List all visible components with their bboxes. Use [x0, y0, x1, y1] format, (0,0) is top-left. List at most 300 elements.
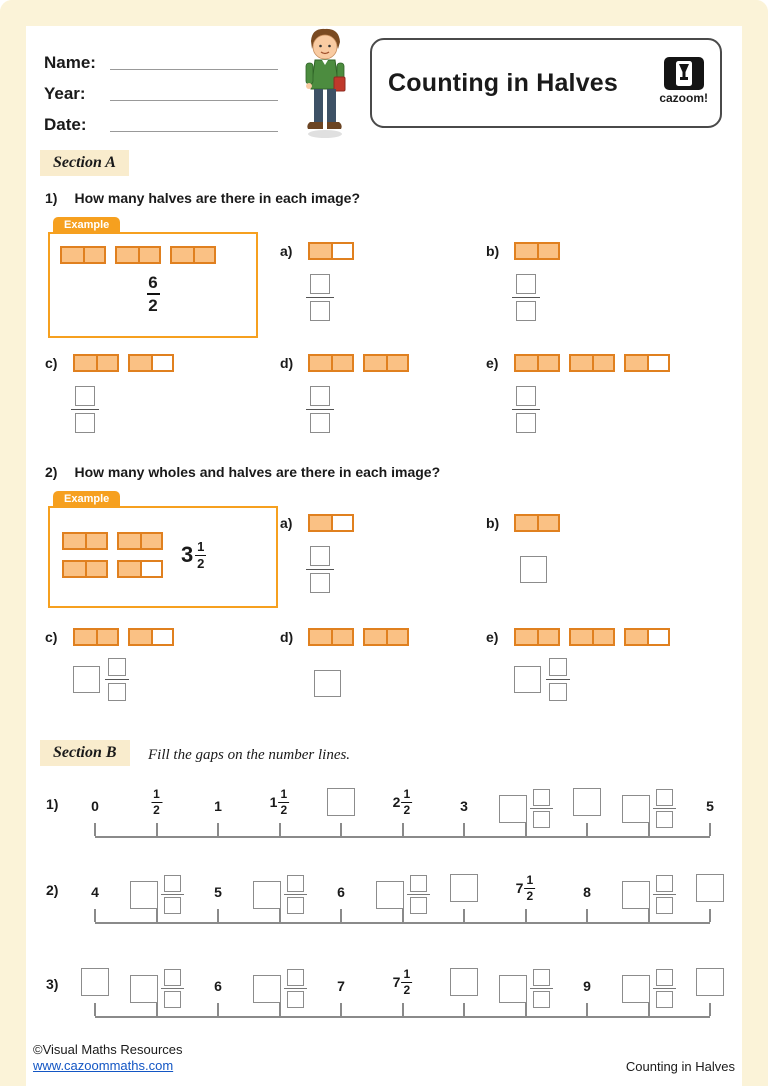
- whole-number: 2: [392, 794, 401, 810]
- empty-half-cell: [140, 562, 161, 576]
- half-bar: [62, 532, 108, 550]
- number-label: 9: [583, 978, 591, 994]
- fraction-line: [284, 988, 307, 989]
- tick-mark: [217, 909, 219, 922]
- section-a-label: Section A: [53, 154, 116, 171]
- answer-area: [71, 386, 99, 433]
- bars-group: [60, 246, 256, 264]
- item-bars-row: [486, 628, 670, 646]
- teacher-illustration: [292, 26, 358, 140]
- cazoom-logo: [659, 57, 708, 105]
- q1-item-d: [280, 354, 409, 433]
- date-input-line[interactable]: [110, 108, 278, 132]
- footer-worksheet-title: Counting in Halves: [625, 1059, 735, 1074]
- half-bar: [115, 246, 161, 264]
- blank-answer-box[interactable]: [450, 874, 478, 902]
- answer-area: [512, 274, 540, 321]
- q1-example-box: [48, 219, 258, 338]
- blank-whole-box[interactable]: [253, 881, 281, 909]
- filled-half-cell: [365, 356, 386, 370]
- tick-label: [583, 884, 591, 902]
- fraction-line: [512, 409, 540, 410]
- blank-numerator-box[interactable]: [533, 789, 550, 806]
- blank-whole-box[interactable]: [130, 975, 158, 1003]
- numerator-box[interactable]: [549, 658, 567, 676]
- filled-half-cell: [117, 248, 138, 262]
- fraction-line: [71, 409, 99, 410]
- question-2-number: 2): [45, 464, 58, 480]
- tick-mark: [94, 823, 96, 836]
- item-label: e): [486, 355, 499, 371]
- half-bar: [514, 242, 560, 260]
- section-b-instruction: Fill the gaps on the number lines.: [148, 747, 351, 763]
- denominator-box[interactable]: [516, 413, 536, 433]
- tick-label: [270, 788, 290, 816]
- numberline-number: 1): [46, 796, 59, 812]
- numberline-number: 3): [46, 976, 59, 992]
- number-label: 5: [214, 884, 222, 900]
- tick-label: [327, 788, 355, 816]
- blank-numerator-box[interactable]: [410, 875, 427, 892]
- fraction-label: [524, 874, 535, 902]
- numerator: 1: [403, 787, 411, 801]
- empty-half-cell: [151, 630, 172, 644]
- answer-area: [314, 670, 341, 697]
- name-field: [44, 42, 278, 73]
- tick-mark: [709, 1003, 711, 1016]
- filled-half-cell: [119, 534, 140, 548]
- fraction-line: [407, 894, 430, 895]
- fraction-line: [653, 988, 676, 989]
- number-label: 4: [91, 884, 99, 900]
- denominator: 2: [526, 889, 534, 903]
- fraction-line: [147, 293, 160, 295]
- tick-label: [214, 978, 222, 996]
- tick-mark: [279, 823, 281, 836]
- blank-answer-box[interactable]: [327, 788, 355, 816]
- tick-label: [91, 884, 99, 902]
- tick-mark: [463, 909, 465, 922]
- fraction-line: [653, 894, 676, 895]
- bars-group: [308, 514, 354, 532]
- tick-label: [696, 968, 724, 996]
- bars-group: [514, 514, 560, 532]
- tick-mark: [279, 1003, 281, 1016]
- blank-answer-box[interactable]: [450, 968, 478, 996]
- q2-item-a: [280, 514, 354, 593]
- tick-mark: [648, 909, 650, 922]
- filled-half-cell: [331, 630, 352, 644]
- section-b-label: Section B: [53, 744, 117, 761]
- tick-mark: [217, 823, 219, 836]
- numberline: [95, 952, 710, 1018]
- q2-item-e: [486, 628, 670, 701]
- section-b-heading: [40, 740, 130, 766]
- blank-whole-box[interactable]: [622, 795, 650, 823]
- denominator: 2: [403, 803, 411, 817]
- denominator-box[interactable]: [310, 573, 330, 593]
- blank-numerator-box[interactable]: [164, 875, 181, 892]
- whole-number-box[interactable]: [520, 556, 547, 583]
- tick-mark: [525, 909, 527, 922]
- filled-half-cell: [75, 630, 96, 644]
- section-a-heading: [40, 150, 129, 176]
- blank-whole-box[interactable]: [622, 975, 650, 1003]
- q1-item-c: [45, 354, 174, 433]
- whole-number-box[interactable]: [514, 666, 541, 693]
- empty-half-cell: [647, 356, 668, 370]
- copyright-text: ©Visual Maths Resources: [33, 1042, 183, 1057]
- numberline: [91, 858, 710, 924]
- blank-numerator-box[interactable]: [164, 969, 181, 986]
- denominator-box[interactable]: [310, 301, 330, 321]
- bars-group: [308, 628, 409, 646]
- bars-group: [73, 354, 174, 372]
- blank-whole-box[interactable]: [376, 881, 404, 909]
- item-label: b): [486, 515, 500, 531]
- blank-whole-box[interactable]: [622, 881, 650, 909]
- item-label: d): [280, 629, 294, 645]
- numerator-box[interactable]: [310, 546, 330, 566]
- filled-half-cell: [138, 248, 159, 262]
- example-tab: Example: [53, 491, 120, 508]
- number-label: 3: [460, 798, 468, 814]
- name-input-line[interactable]: [110, 46, 278, 70]
- example-bars: [60, 246, 256, 264]
- numerator-box[interactable]: [516, 274, 536, 294]
- tick-label: [151, 788, 162, 816]
- tick-label: [91, 798, 99, 816]
- filled-half-cell: [96, 356, 117, 370]
- numerator: 1: [197, 539, 205, 554]
- filled-half-cell: [130, 356, 151, 370]
- blank-numerator-box[interactable]: [656, 875, 673, 892]
- student-info: [44, 42, 278, 135]
- tick-label: [393, 788, 413, 816]
- empty-half-cell: [647, 630, 668, 644]
- answer-area: [306, 274, 334, 321]
- question-1-number: 1): [45, 190, 58, 206]
- number-label: 6: [337, 884, 345, 900]
- mixed-number-label: [393, 788, 413, 816]
- half-bar: [73, 628, 119, 646]
- filled-half-cell: [85, 534, 106, 548]
- number-label: 7: [337, 978, 345, 994]
- cazoom-logo-icon: [664, 57, 704, 90]
- bars-group: [514, 628, 670, 646]
- tick-mark: [648, 1003, 650, 1016]
- filled-half-cell: [386, 630, 407, 644]
- question-2-heading: [45, 464, 440, 480]
- fraction-label: [151, 788, 162, 816]
- filled-half-cell: [537, 630, 558, 644]
- filled-half-cell: [310, 244, 331, 258]
- blank-whole-box[interactable]: [499, 975, 527, 1003]
- example-content: [50, 508, 276, 578]
- numerator-box[interactable]: [108, 658, 126, 676]
- filled-half-cell: [626, 630, 647, 644]
- numerator-box[interactable]: [310, 386, 330, 406]
- half-bar: [117, 560, 163, 578]
- bars-group: [62, 532, 163, 550]
- question-1-heading: [45, 190, 360, 206]
- example-bars: [62, 532, 163, 578]
- filled-half-cell: [516, 244, 537, 258]
- tick-label: [583, 978, 591, 996]
- fraction-label: [401, 968, 412, 996]
- filled-half-cell: [172, 248, 193, 262]
- blank-answer-box[interactable]: [696, 874, 724, 902]
- denominator-box[interactable]: [108, 683, 126, 701]
- numerator: 1: [403, 967, 411, 981]
- filled-half-cell: [592, 356, 613, 370]
- example-tab: Example: [53, 217, 120, 234]
- denominator-box[interactable]: [310, 413, 330, 433]
- filled-half-cell: [537, 244, 558, 258]
- filled-half-cell: [516, 356, 537, 370]
- fraction-line: [512, 297, 540, 298]
- half-bar: [170, 246, 216, 264]
- denominator-box[interactable]: [75, 413, 95, 433]
- blank-answer-box[interactable]: [573, 788, 601, 816]
- numberline-axis: [95, 908, 710, 924]
- denominator-box[interactable]: [549, 683, 567, 701]
- item-bars-row: [280, 354, 409, 372]
- half-bar: [363, 354, 409, 372]
- tick-mark: [156, 909, 158, 922]
- filled-half-cell: [592, 630, 613, 644]
- numberline-axis: [95, 822, 710, 838]
- half-bar: [514, 514, 560, 532]
- blank-numerator-box[interactable]: [287, 969, 304, 986]
- numberline: [91, 772, 714, 838]
- tick-mark: [94, 909, 96, 922]
- number-label: 5: [706, 798, 714, 814]
- tick-mark: [525, 1003, 527, 1016]
- fraction-answer-blank: [546, 658, 570, 701]
- fraction-line: [105, 679, 129, 680]
- number-label: 1: [214, 798, 222, 814]
- filled-half-cell: [310, 516, 331, 530]
- numerator: 1: [526, 873, 534, 887]
- tick-label: [706, 798, 714, 816]
- fraction-answer-blank: [306, 274, 334, 321]
- q2-item-b: [486, 514, 560, 583]
- numerator-box[interactable]: [516, 386, 536, 406]
- filled-half-cell: [85, 562, 106, 576]
- half-bar: [73, 354, 119, 372]
- tick-label: [337, 978, 345, 996]
- tick-mark: [340, 823, 342, 836]
- mixed-number-label: [393, 968, 413, 996]
- item-bars-row: [486, 354, 670, 372]
- number-label: 0: [91, 798, 99, 814]
- fraction-line: [306, 409, 334, 410]
- fraction-line: [306, 569, 334, 570]
- fraction-label: [401, 788, 412, 816]
- blank-numerator-box[interactable]: [656, 789, 673, 806]
- blank-whole-box[interactable]: [253, 975, 281, 1003]
- filled-half-cell: [365, 630, 386, 644]
- half-bar: [514, 354, 560, 372]
- blank-numerator-box[interactable]: [656, 969, 673, 986]
- filled-half-cell: [571, 630, 592, 644]
- tick-mark: [586, 823, 588, 836]
- half-bar: [117, 532, 163, 550]
- tick-mark: [279, 909, 281, 922]
- blank-whole-box[interactable]: [130, 881, 158, 909]
- answer-area: [306, 546, 334, 593]
- numerator: 6: [148, 273, 158, 292]
- fraction-line: [530, 988, 553, 989]
- filled-half-cell: [331, 356, 352, 370]
- whole-number: 7: [392, 974, 401, 990]
- blank-answer-box[interactable]: [696, 968, 724, 996]
- fraction: [195, 540, 206, 570]
- q1-item-a: [280, 242, 354, 321]
- tick-mark: [709, 909, 711, 922]
- year-label: Year:: [44, 84, 86, 103]
- fraction-line: [546, 679, 570, 680]
- blank-answer-box[interactable]: [81, 968, 109, 996]
- answer-area: [306, 386, 334, 433]
- fraction-answer-blank: [71, 386, 99, 433]
- numerator-box[interactable]: [75, 386, 95, 406]
- numberline-2: [0, 858, 768, 924]
- item-bars-row: [280, 514, 354, 532]
- tick-label: [214, 884, 222, 902]
- numberline-number: 2): [46, 882, 59, 898]
- answer-area: [512, 386, 540, 433]
- bars-group: [73, 628, 174, 646]
- fraction-line: [284, 894, 307, 895]
- fraction-line: [530, 808, 553, 809]
- tick-mark: [402, 909, 404, 922]
- fraction-line: [653, 808, 676, 809]
- fraction-answer-blank: [105, 658, 129, 701]
- tick-label: [573, 788, 601, 816]
- footer-credits: [33, 1042, 183, 1074]
- tick-label: [450, 874, 478, 902]
- filled-half-cell: [571, 356, 592, 370]
- half-bar: [363, 628, 409, 646]
- denominator-box[interactable]: [516, 301, 536, 321]
- tick-label: [214, 798, 222, 816]
- numerator: 1: [153, 787, 160, 801]
- number-label: 8: [583, 884, 591, 900]
- cazoom-logo-text: cazoom!: [659, 91, 708, 105]
- half-bar: [308, 628, 354, 646]
- filled-half-cell: [516, 630, 537, 644]
- mixed-number-label: [516, 874, 536, 902]
- fraction-line: [161, 894, 184, 895]
- number-label: 6: [214, 978, 222, 994]
- numerator-box[interactable]: [310, 274, 330, 294]
- fraction-line: [306, 297, 334, 298]
- item-label: c): [45, 629, 58, 645]
- tick-mark: [402, 1003, 404, 1016]
- bars-group: [514, 354, 670, 372]
- tick-mark: [525, 823, 527, 836]
- filled-half-cell: [119, 562, 140, 576]
- blank-numerator-box[interactable]: [533, 969, 550, 986]
- tick-mark: [709, 823, 711, 836]
- item-bars-row: [45, 354, 174, 372]
- whole-number-box[interactable]: [73, 666, 100, 693]
- half-bar: [62, 560, 108, 578]
- filled-half-cell: [386, 356, 407, 370]
- tick-mark: [340, 909, 342, 922]
- mixed-number-label: [270, 788, 290, 816]
- q1-item-b: [486, 242, 560, 321]
- answer-area: [520, 556, 547, 583]
- year-input-line[interactable]: [110, 77, 278, 101]
- fraction-answer-blank: [306, 386, 334, 433]
- item-label: e): [486, 629, 499, 645]
- q1-item-e: [486, 354, 670, 433]
- item-label: d): [280, 355, 294, 371]
- fraction-answer-blank: [512, 386, 540, 433]
- title-box: [370, 38, 722, 128]
- tick-mark: [586, 909, 588, 922]
- blank-numerator-box[interactable]: [287, 875, 304, 892]
- filled-half-cell: [75, 356, 96, 370]
- bars-group: [308, 242, 354, 260]
- year-field: [44, 73, 278, 104]
- filled-half-cell: [193, 248, 214, 262]
- bars-group: [62, 560, 163, 578]
- tick-label: [696, 874, 724, 902]
- date-label: Date:: [44, 115, 87, 134]
- filled-half-cell: [140, 534, 161, 548]
- fraction-line: [161, 988, 184, 989]
- filled-half-cell: [310, 356, 331, 370]
- whole-number: 3: [181, 542, 194, 567]
- numerator: 1: [280, 787, 288, 801]
- item-bars-row: [280, 628, 409, 646]
- denominator: 2: [197, 556, 205, 571]
- website-link[interactable]: www.cazoommaths.com: [33, 1058, 174, 1073]
- filled-half-cell: [96, 630, 117, 644]
- q2-example-box: [48, 493, 278, 608]
- tick-label: [393, 968, 413, 996]
- filled-half-cell: [64, 534, 85, 548]
- denominator: 2: [280, 803, 288, 817]
- half-bar: [624, 354, 670, 372]
- item-bars-row: [486, 242, 560, 260]
- tick-label: [81, 968, 109, 996]
- numberline-3: [0, 952, 768, 1018]
- filled-half-cell: [537, 356, 558, 370]
- whole-number-box[interactable]: [314, 670, 341, 697]
- denominator: 2: [403, 983, 411, 997]
- date-field: [44, 104, 278, 135]
- blank-whole-box[interactable]: [499, 795, 527, 823]
- item-label: b): [486, 243, 500, 259]
- half-bar: [569, 354, 615, 372]
- half-bar: [128, 628, 174, 646]
- fraction-answer-blank: [306, 546, 334, 593]
- tick-label: [460, 798, 468, 816]
- item-label: c): [45, 355, 58, 371]
- half-bar: [308, 514, 354, 532]
- example-answer-mixed-number: [181, 540, 206, 570]
- filled-half-cell: [516, 516, 537, 530]
- whole-number: 1: [269, 794, 278, 810]
- fraction-answer-blank: [512, 274, 540, 321]
- bars-group: [308, 354, 409, 372]
- denominator: 2: [153, 803, 160, 817]
